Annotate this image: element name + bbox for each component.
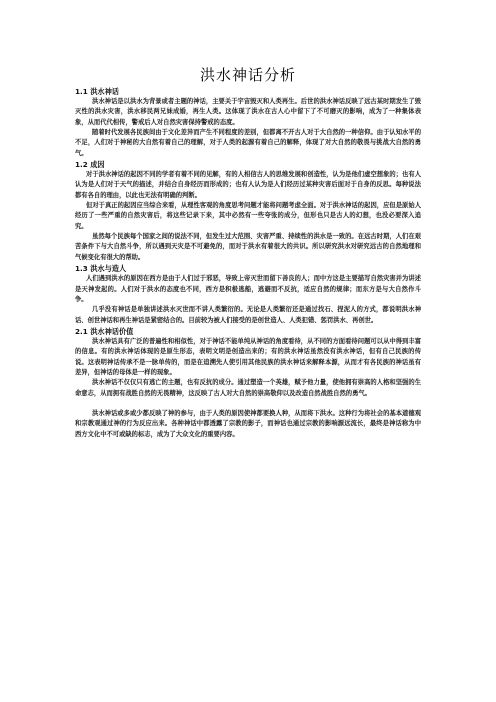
- section-heading-2-1: 2.1 洪水神话价值: [75, 326, 134, 336]
- paragraph: 但对于真正的起因应当综合来看，从理性客观的角度思考问题才能将问题考虑全面。对于洪水神话的起因，应但是原始人经历了一些严重的自然灾害后，将这些记录下来，其中必然有一些夸张的成分，但形也只是古人的幻想，也没必要深入追究。: [75, 202, 421, 230]
- paragraph: 人们遇到洪水的原因在西方是由于人们过于邪恶，导致上帝灭世而留下善良的人；而中方这是主要描写自然灾害并为讲述是天神发起的。人们对于洪水的态度也不同，西方是积极逃船，逃避而不反抗，适应自然的规律；而东方是与大自然作斗争。: [75, 275, 421, 303]
- paragraph: 随着时代发展各民族间由于文化差异而产生不同程度的差别，但都离不开古人对于大自然的一种信仰。由于认知水平的不足，人们对于神秘的大自然有着自己的理解，对于人类的起源有着自己的解释，体现了对大自然的敬畏与挑战大自然的勇气。: [75, 129, 421, 157]
- spacer: [75, 399, 421, 409]
- paragraph: 洪水神话具有广泛的普遍性和相似性，对于神话不能单纯从神话的角度看待，从不同的方面看待问题可以从中得到丰富的信息。有的洪水神话体现的是原生形态，表明文明是创造出来的；有的洪水神话虽然没有洪水神话，但有自己民族的传说。这表明神话传承不是一脉单传的，而是在追溯先人使引用其他民族的洪水神话来解释本源，从而才有各民族的神话虽有差异，但神话的母体是一样的现象。: [75, 337, 421, 376]
- paragraph: 洪水神话是以洪水为背景或者主题的神话，主要关于宇宙毁灭和人类再生。后世的洪水神话反映了远古某时期发生了毁灭性的洪水灾害，洪水移民两兄妹成婚，再生人类。这体现了洪水在古人心中留下了不可磨灭的影响，成为了一种集体表象，从而代代相传，警戒后人对自然灾害保持警戒的态度。: [75, 98, 421, 126]
- section-heading-1-3: 1.3 洪水与造人: [75, 264, 127, 274]
- document-body: [75, 86, 421, 440]
- paragraph: 几乎没有神话是单独讲述洪水灭世而不讲人类繁衍的。无论是人类繁衍还是通过找石、捏泥人的方式，都说明洪水神话、创世神话和再生神话是紧密结合的。目前较为被人们接受的是创世造人、人类犯错、惩罚洪水、再创世。: [75, 306, 421, 324]
- section-heading-1-2: 1.2 成因: [75, 160, 105, 170]
- paragraph: 虽然每个民族每个国家之间的说法不同，但发生过大范围、灾害严重、持续性的洪水是一致的。在远古时期，人们在艰苦条件下与大自然斗争，所以遇到天灾是不可避免的，而对于洪水有着很大的共识。所以研究洪水对研究远古的自然地理和气候变化有很大的帮助。: [75, 233, 421, 261]
- paragraph: 洪水神话不仅仅只有逃亡的主题，也有反抗的成分。通过塑造一个英雄，赋予他力量，使他拥有崇高的人格和坚强的生命意志，从而拥有战胜自然的无畏精神，这反映了古人对大自然的崇高敬仰以及改造自然战胜自然的勇气。: [75, 379, 421, 397]
- paragraph: 对于洪水神话的起因不同的学者有着不同的见解，有的人相信古人的思维发展和创造性，认为是他们虚空想象的；也有人认为是人们对于天气的描述，并结合自身经历而形成的；也有人认为是人们经历过某种灾害后面对于自身的反思。每种说法都有各自的理由，以此也无法有明确的判断。: [75, 171, 421, 199]
- paragraph: 洪水神话或多或少都反映了神的参与，由于人类的原因使神都要换人种，从而将下洪水。这种行为将社会的基本道德观和宗教观通过神的行为反应出来。各种神话中都透露了宗教的影子，而神话也通过宗教的影响源远流长，最终是神话称为中西方文化中不可或缺的标志，成为了大众文化的重要内容。: [75, 409, 421, 438]
- document-title: 洪水神话分析: [199, 66, 296, 84]
- section-heading-1-1: 1.1 洪水神话: [75, 87, 119, 96]
